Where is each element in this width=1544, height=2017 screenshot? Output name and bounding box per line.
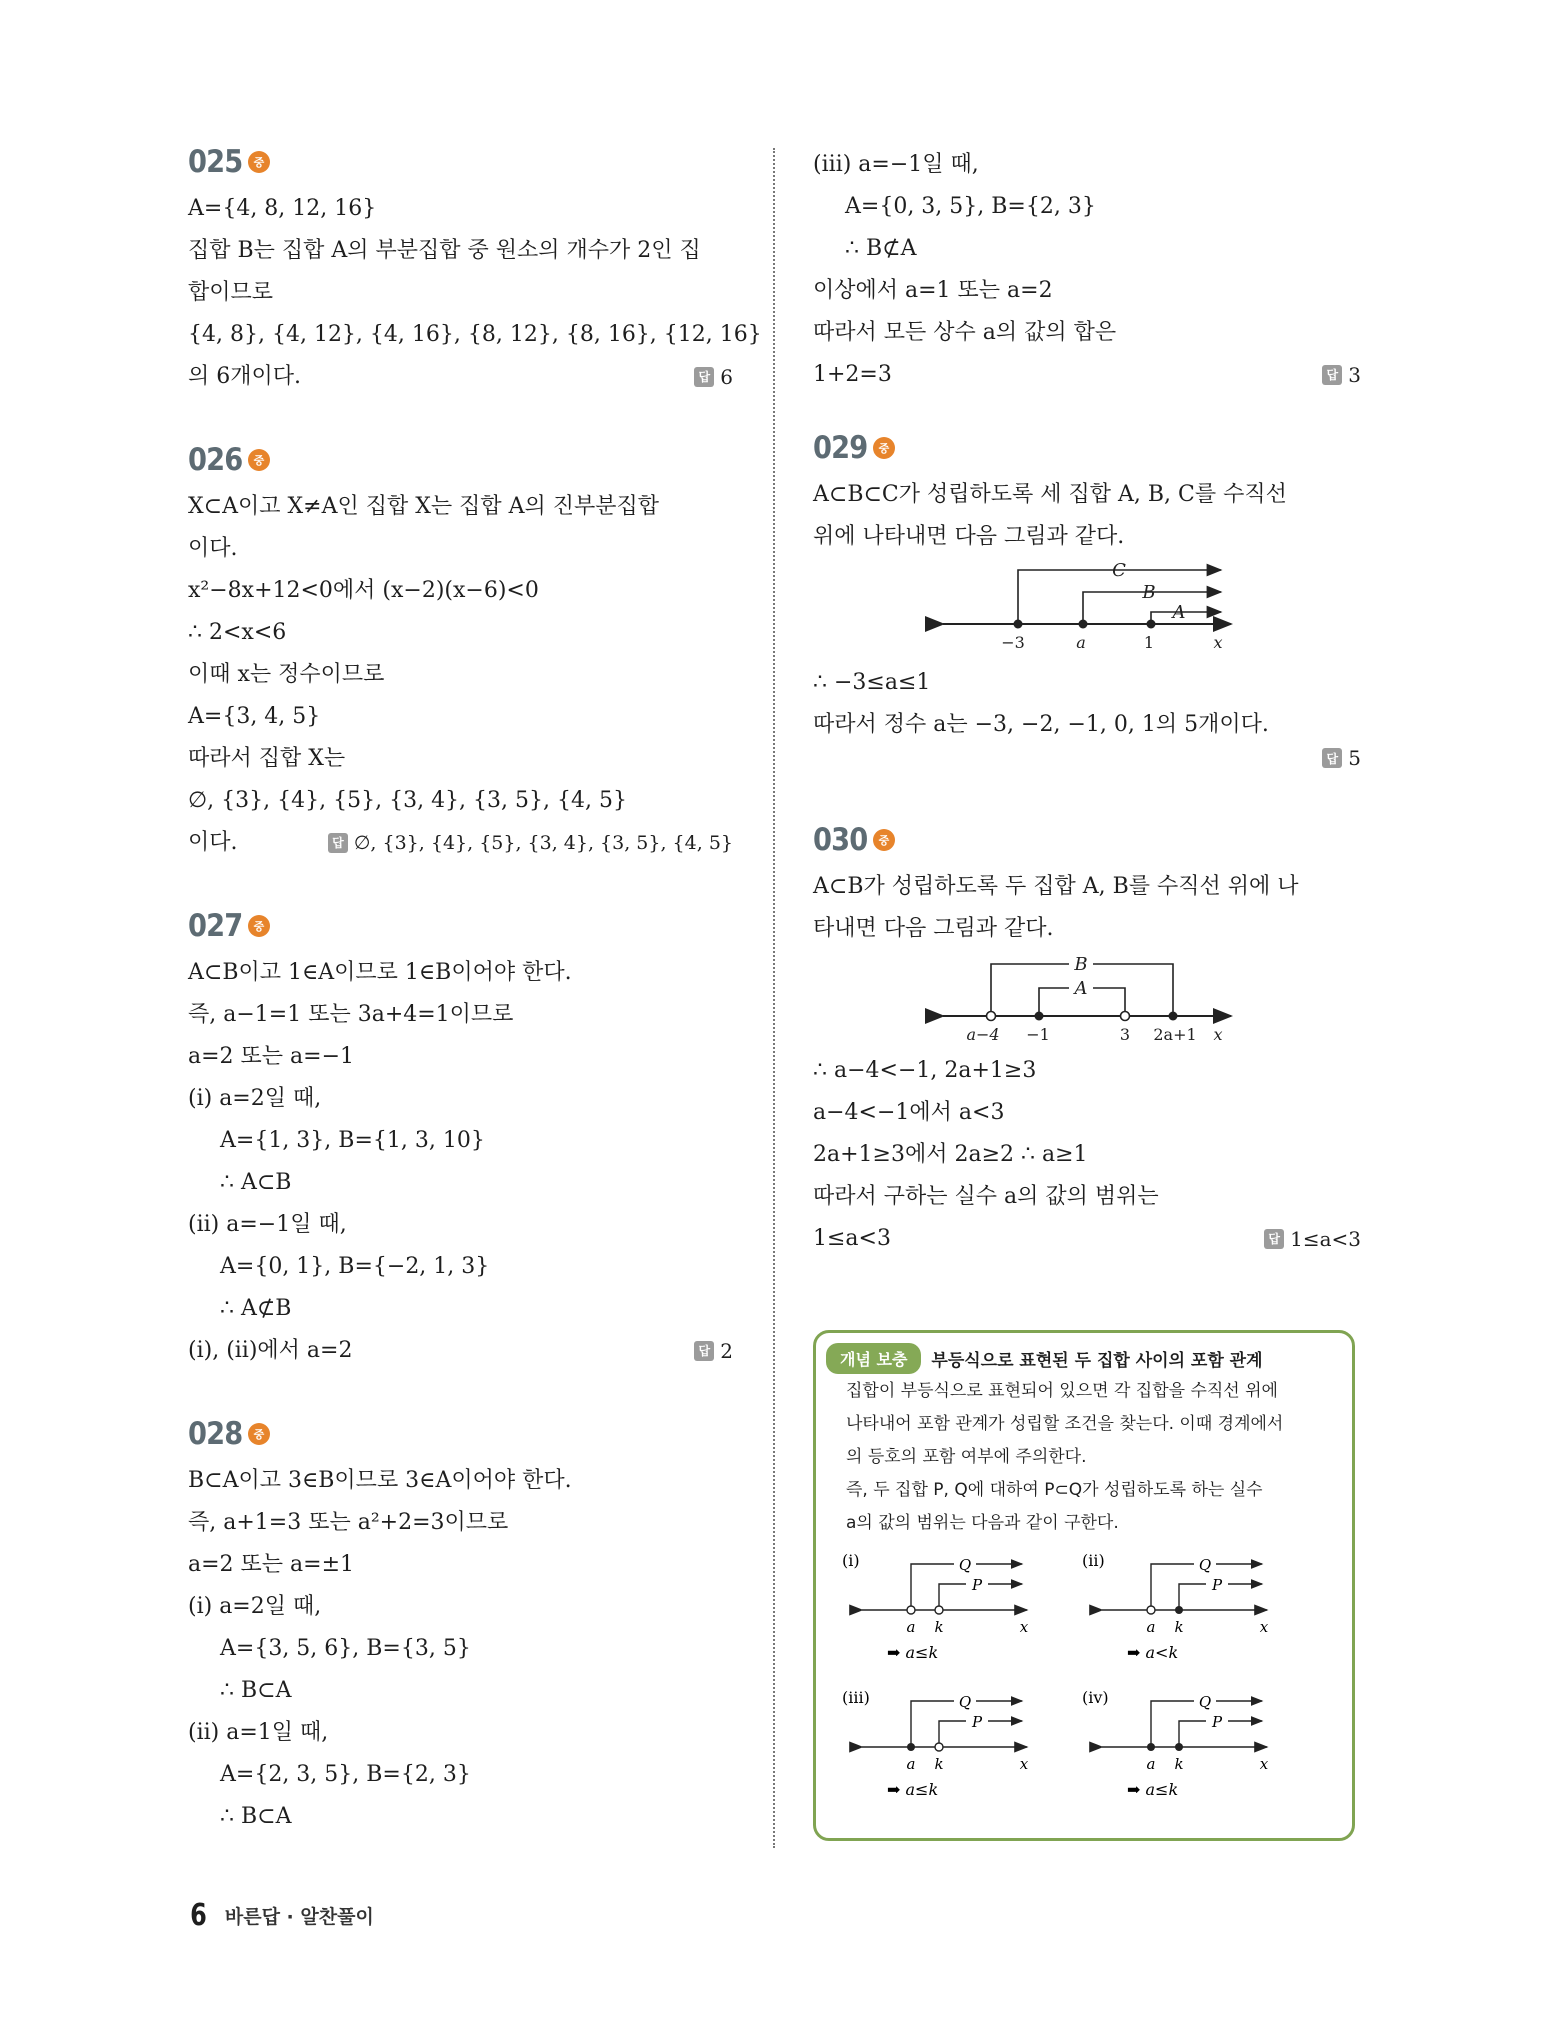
level-badge: 중 [873,437,895,459]
solution-line: A={4, 8, 12, 16} [188,196,377,221]
concept-line: 집합이 부등식으로 표현되어 있으면 각 집합을 수직선 위에 [846,1381,1278,1401]
solution-line: 이때 x는 정수이므로 [188,662,385,687]
tick-k: k [934,1755,944,1773]
level-badge: 중 [248,449,270,471]
label-Q: Q [1198,1556,1212,1574]
solution-line: B⊂A이고 3∈B이므로 3∈A이어야 한다. [188,1468,572,1493]
answer: 답 5 [1322,746,1361,770]
answer-icon: 답 [1322,748,1342,768]
solution-line: A={0, 1}, B={−2, 1, 3} [220,1254,490,1279]
solution-line: ∴ A⊄B [220,1296,292,1321]
tick-x: x [1019,1618,1029,1636]
case-result: ➡ a≤k [1127,1780,1179,1799]
tick-label: 2a+1 [1153,1025,1197,1044]
solution-line: ∴ 2<x<6 [188,620,287,645]
case-label: (ⅱ) [1082,1551,1105,1570]
solution-line: 합이므로 [188,280,274,305]
solution-line: A⊂B가 성립하도록 두 집합 A, B를 수직선 위에 나 [813,874,1299,899]
solution-line: ∴ B⊂A [220,1678,292,1703]
solution-line: 즉, a+1=3 또는 a²+2=3이므로 [188,1510,509,1535]
label-Q: Q [1198,1693,1212,1711]
solution-line: (ⅱ) a=1일 때, [188,1720,329,1745]
answer-icon: 답 [694,1341,714,1361]
tick-x: x [1019,1755,1029,1773]
tick-x: x [1259,1755,1269,1773]
solution-line: 의 6개이다. 답 6 [188,356,733,398]
answer: 답 2 [694,1330,733,1372]
tick-label: a [1076,633,1086,652]
solution-line: 따라서 정수 a는 −3, −2, −1, 0, 1의 5개이다. [813,712,1269,737]
label-A: A [1074,978,1088,999]
solution-line: ∴ a−4<−1, 2a+1≥3 [813,1058,1037,1083]
tick-k: k [934,1618,944,1636]
solution-line: (ⅰ) a=2일 때, [188,1594,322,1619]
problem-number: 030 [813,822,868,858]
solution-line: A={2, 3, 5}, B={2, 3} [220,1762,471,1787]
case-label: (ⅳ) [1082,1688,1109,1707]
problem-028 [188,1412,733,1838]
problem-number: 026 [188,442,243,478]
footer-title: 바른답 · 알찬풀이 [224,1906,374,1928]
concept-line: 나타내어 포함 관계가 성립할 조건을 찾는다. 이때 경계에서 [846,1414,1284,1434]
concept-title: 부등식으로 표현된 두 집합 사이의 포함 관계 [931,1351,1263,1371]
tick-label: 1 [1143,633,1155,652]
case-result: ➡ a≤k [887,1643,939,1662]
level-badge: 중 [873,829,895,851]
concept-badge: 개념 보충 [826,1343,921,1374]
tick-a: a [1146,1618,1156,1636]
solution-line: ∅, {3}, {4}, {5}, {3, 4}, {3, 5}, {4, 5} [188,788,627,813]
case-result: ➡ a<k [1127,1643,1179,1662]
solution-line: (ⅱ) a=−1일 때, [188,1212,347,1237]
label-B: B [1074,954,1088,975]
tick-a: a [906,1755,916,1773]
solution-line: a−4<−1에서 a<3 [813,1100,1005,1125]
solution-line: (ⅰ) a=2일 때, [188,1086,322,1111]
number-line-figure-029 [813,558,1361,662]
solution-line: A⊂B⊂C가 성립하도록 세 집합 A, B, C를 수직선 [813,482,1287,507]
label-B: B [1142,582,1156,603]
case-iv-figure [1082,1685,1312,1820]
label-Q: Q [958,1556,972,1574]
solution-line: ∴ A⊂B [220,1170,292,1195]
tick-label: −3 [1001,633,1025,652]
solution-line: (ⅲ) a=−1일 때, [813,152,979,177]
solution-line: 따라서 구하는 실수 a의 값의 범위는 [813,1184,1159,1209]
solution-line: 따라서 집합 X는 [188,746,346,771]
case-label: (ⅲ) [842,1688,870,1707]
page-footer [188,1898,374,1933]
concept-line: a의 값의 범위는 다음과 같이 구한다. [846,1513,1119,1533]
solution-line: 즉, a−1=1 또는 3a+4=1이므로 [188,1002,514,1027]
label-P: P [1211,1576,1223,1594]
problem-028-continued [813,144,1361,396]
solution-line: 1+2=3 답 3 [813,354,1361,396]
problem-number: 029 [813,430,868,466]
tick-label: x [1213,633,1223,652]
solution-line: a=2 또는 a=±1 [188,1552,355,1577]
case-i-figure [842,1548,1072,1683]
answer: 답 1≤a<3 [1264,1218,1361,1260]
problem-number: 027 [188,908,243,944]
solution-line: 이상에서 a=1 또는 a=2 [813,278,1053,303]
answer-icon: 답 [1322,365,1342,385]
concept-box [813,1330,1355,1841]
label-C: C [1112,560,1126,581]
label-P: P [971,1713,983,1731]
level-badge: 중 [248,1423,270,1445]
answer: 답 ∅, {3}, {4}, {5}, {3, 4}, {3, 5}, {4, 5} [328,822,733,864]
solution-line: 위에 나타내면 다음 그림과 같다. [813,524,1125,549]
concept-line: 즉, 두 집합 P, Q에 대하여 P⊂Q가 성립하도록 하는 실수 [846,1480,1263,1500]
solution-line: a=2 또는 a=−1 [188,1044,355,1069]
solution-line: (ⅰ), (ⅱ)에서 a=2 답 2 [188,1330,733,1372]
solution-line: X⊂A이고 X≠A인 집합 X는 집합 A의 진부분집합 [188,494,660,519]
solution-line: A={3, 4, 5} [188,704,321,729]
tick-a: a [906,1618,916,1636]
answer: 답 6 [694,356,733,398]
solution-line: 1≤a<3 답 1≤a<3 [813,1218,1361,1260]
label-A: A [1172,602,1186,623]
right-column [813,144,1361,1300]
solution-line: 이다. [188,536,238,561]
solution-line: A={0, 3, 5}, B={2, 3} [845,194,1096,219]
page-number: 6 [190,1898,207,1933]
solution-line: 타내면 다음 그림과 같다. [813,916,1054,941]
solution-line: x²−8x+12<0에서 (x−2)(x−6)<0 [188,578,539,603]
tick-k: k [1174,1755,1184,1773]
tick-label: a−4 [966,1025,1000,1044]
tick-x: x [1259,1618,1269,1636]
problem-025 [188,140,762,398]
level-badge: 중 [248,915,270,937]
number-line-figure-030 [813,950,1361,1050]
solution-line: ∴ −3≤a≤1 [813,670,931,695]
solution-line: 따라서 모든 상수 a의 값의 합은 [813,320,1117,345]
problem-number: 025 [188,144,243,180]
solution-line: A={1, 3}, B={1, 3, 10} [220,1128,485,1153]
case-result: ➡ a≤k [887,1780,939,1799]
solution-line: {4, 8}, {4, 12}, {4, 16}, {8, 12}, {8, 16}, {12, 16} [188,322,762,347]
answer-row [813,746,1361,788]
concept-header [826,1343,1263,1374]
case-label: (ⅰ) [842,1551,860,1570]
answer-icon: 답 [694,367,714,387]
answer-icon: 답 [1264,1229,1284,1249]
problem-027 [188,904,733,1372]
solution-line: 집합 B는 집합 A의 부분집합 중 원소의 개수가 2인 집 [188,238,701,263]
case-iii-figure [842,1685,1072,1820]
tick-a: a [1146,1755,1156,1773]
concept-line: 의 등호의 포함 여부에 주의한다. [846,1447,1087,1467]
solution-line: ∴ B⊄A [845,236,917,261]
tick-label: x [1213,1025,1223,1044]
tick-label: −1 [1026,1025,1050,1044]
solution-line: A={3, 5, 6}, B={3, 5} [220,1636,471,1661]
case-ii-figure [1082,1548,1312,1683]
problem-026 [188,438,733,864]
problem-029 [813,426,1361,788]
solution-line: 이다. 답 ∅, {3}, {4}, {5}, {3, 4}, {3, 5}, {4, 5} [188,822,733,864]
problem-030 [813,818,1361,1260]
solution-line: 2a+1≥3에서 2a≥2 ∴ a≥1 [813,1142,1088,1167]
label-P: P [971,1576,983,1594]
answer: 답 3 [1322,354,1361,396]
solution-line: A⊂B이고 1∈A이므로 1∈B이어야 한다. [188,960,572,985]
answer-icon: 답 [328,833,348,853]
level-badge: 중 [248,151,270,173]
concept-text [846,1375,1336,1540]
tick-k: k [1174,1618,1184,1636]
label-Q: Q [958,1693,972,1711]
label-P: P [1211,1713,1223,1731]
column-divider [773,148,775,1848]
left-column [188,140,762,1878]
tick-label: 3 [1119,1025,1131,1044]
problem-number: 028 [188,1416,243,1452]
solution-line: ∴ B⊂A [220,1804,292,1829]
